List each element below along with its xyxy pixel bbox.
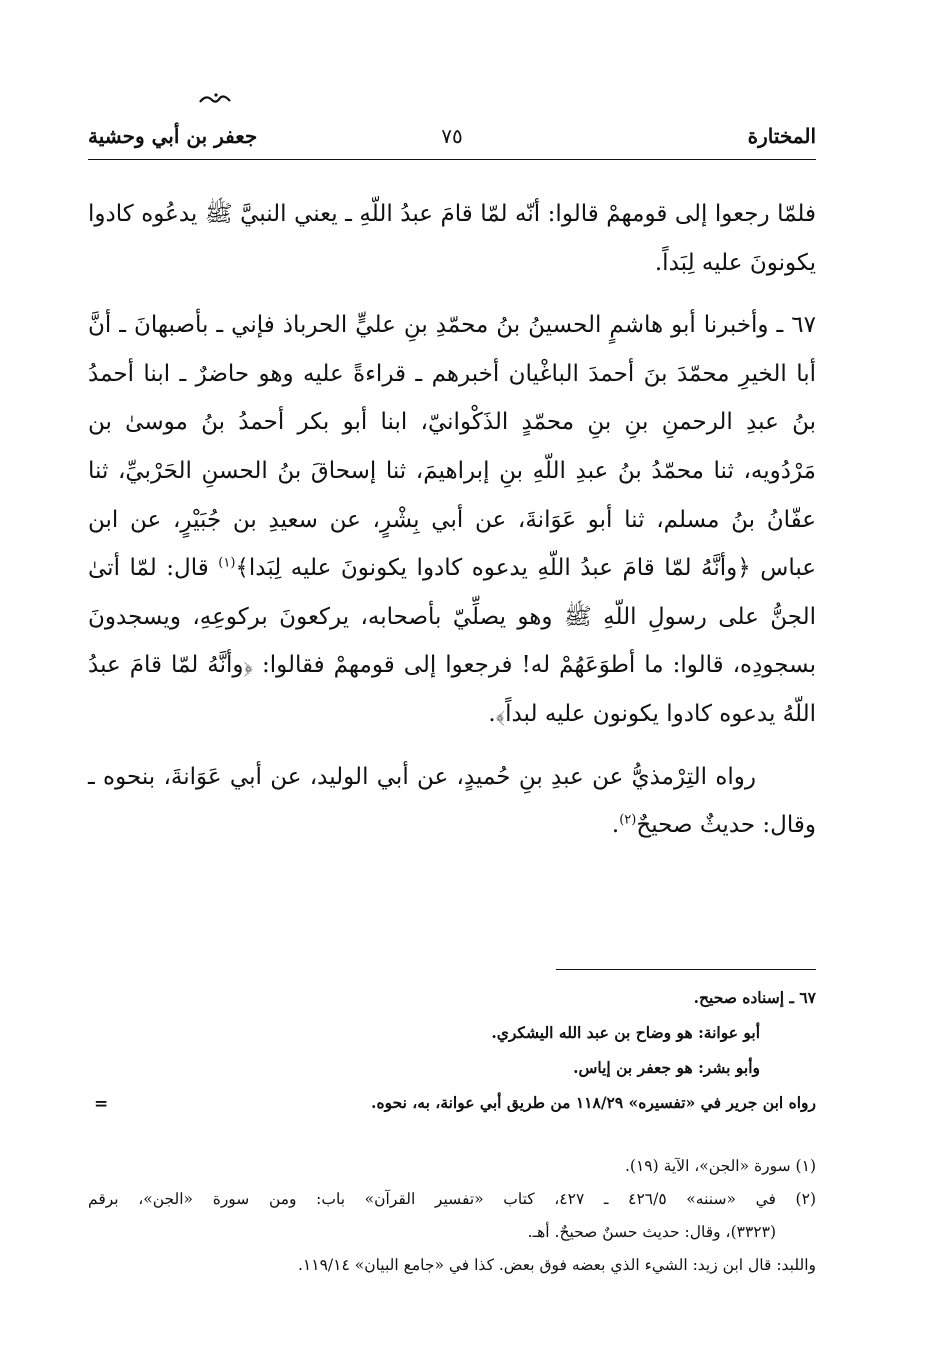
footnote-2-continuation: (٣٣٢٣)، وقال: حديث حسنٌ صحيحٌ. أهـ. [527, 1223, 776, 1241]
page-number: ٧٥ [441, 124, 463, 148]
note-isnad: ٦٧ ـ إسناده صحيح. [693, 988, 816, 1007]
footnotes [88, 1150, 816, 1282]
footnote-1: (١) سورة «الجن»، الآية (١٩). [624, 1157, 816, 1175]
note-abu-bishr: وأبو بشر: هو جعفر بن إياس. [573, 1058, 760, 1077]
narration-source-end: . [611, 812, 620, 839]
running-header [88, 118, 816, 158]
editor-notes [88, 980, 816, 1120]
header-divider [88, 159, 816, 160]
hadith-67-continuation: قال: لمّا أتىٰ الجنُّ على رسولِ اللّهِ ﷺ وهو يصلِّيّ بأصحابه، يركعونَ بركوعِهِ، ويسجدونَ بسجودِه، قالوا: ما أطوَعَهُمْ له! فرجعوا إلى قومهمْ فقالوا: ﴿وأنَّهُ لمّا قامَ عبدُ اللّهُ يدعوه كادوا يكونون عليه لبداً﴾. [88, 555, 816, 727]
note-ibn-jarir: رواه ابن جرير في «تفسيره» ١١٨/٢٩ من طريق أبي عوانة، به، نحوه. [371, 1093, 816, 1112]
narration-source [88, 753, 816, 850]
book-title: المختارة [747, 124, 816, 148]
footnote-3: واللبد: قال ابن زيد: الشيء الذي بعضه فوق بعض. كذا في «جامع البيان» ١١٩/١٤. [297, 1256, 816, 1274]
paragraph-1: فلمّا رجعوا إلى قومهمْ قالوا: أنّه لمّا قامَ عبدُ اللّهِ ـ يعني النبيَّ ﷺ يدعُوه كادوا يكونونَ عليه لِبَداً. [88, 201, 816, 276]
notes-divider [556, 969, 816, 970]
continuation-mark: = [94, 1094, 109, 1114]
hadith-67-text: ٦٧ ـ وأخبرنا أبو هاشمٍ الحسينُ بنُ محمّدِ بنِ عليٍّ الحرباذ فإني ـ بأصبهانَ ـ أنَّ أبا الخيرِ محمّدَ بنَ أحمدَ الباغْيان أخبرهم ـ قراءةً عليه وهو حاضرٌ ـ ابنا أحمدُ بنُ عبدِ الرحمنِ بنِ بنِ محمّدٍ الذَكْوانيّ، ابنا أبو بكر أحمدُ بنُ موسىٰ بن مَرْدُويه، ثنا محمّدُ بنُ عبدِ اللّهِ بنِ إبراهيمَ، ثنا إسحاقَ بنُ الحسنِ الحَرْبيِّ، ثنا عفّانُ بنُ مسلم، ثنا أبو عَوَانةَ، عن أبي بِشْرٍ، عن سعيدِ بن جُبَيْرٍ، عن ابن عباس ﴿وأنَّهُ لمّا قامَ عبدُ اللّهِ يدعوه كادوا يكونونَ عليه لِبَدا﴾ [88, 312, 816, 582]
footnote-ref-1[interactable]: (١) [218, 555, 236, 571]
narration-source-text: رواه التِرْمذيُّ عن عبدِ بنِ حُميدٍ، عن أبي الوليد، عن أبي عَوَانةَ، بنحوه ـ وقال: حديثٌ صحيحٌ [88, 763, 816, 839]
hadith-67 [88, 301, 816, 738]
footnote-2: (٢) في «سننه» ٤٢٦/٥ ـ ٤٢٧، كتاب «تفسير القرآن» باب: ومن سورة «الجن»، برقم [88, 1190, 816, 1208]
section-title: جعفر بن أبي وحشية [88, 124, 258, 148]
ornament-icon [196, 92, 236, 106]
note-abu-awana: أبو عوانة: هو وضاح بن عبد الله اليشكري. [491, 1023, 760, 1042]
main-text [88, 190, 816, 850]
footnote-ref-2[interactable]: (٢) [619, 812, 637, 828]
